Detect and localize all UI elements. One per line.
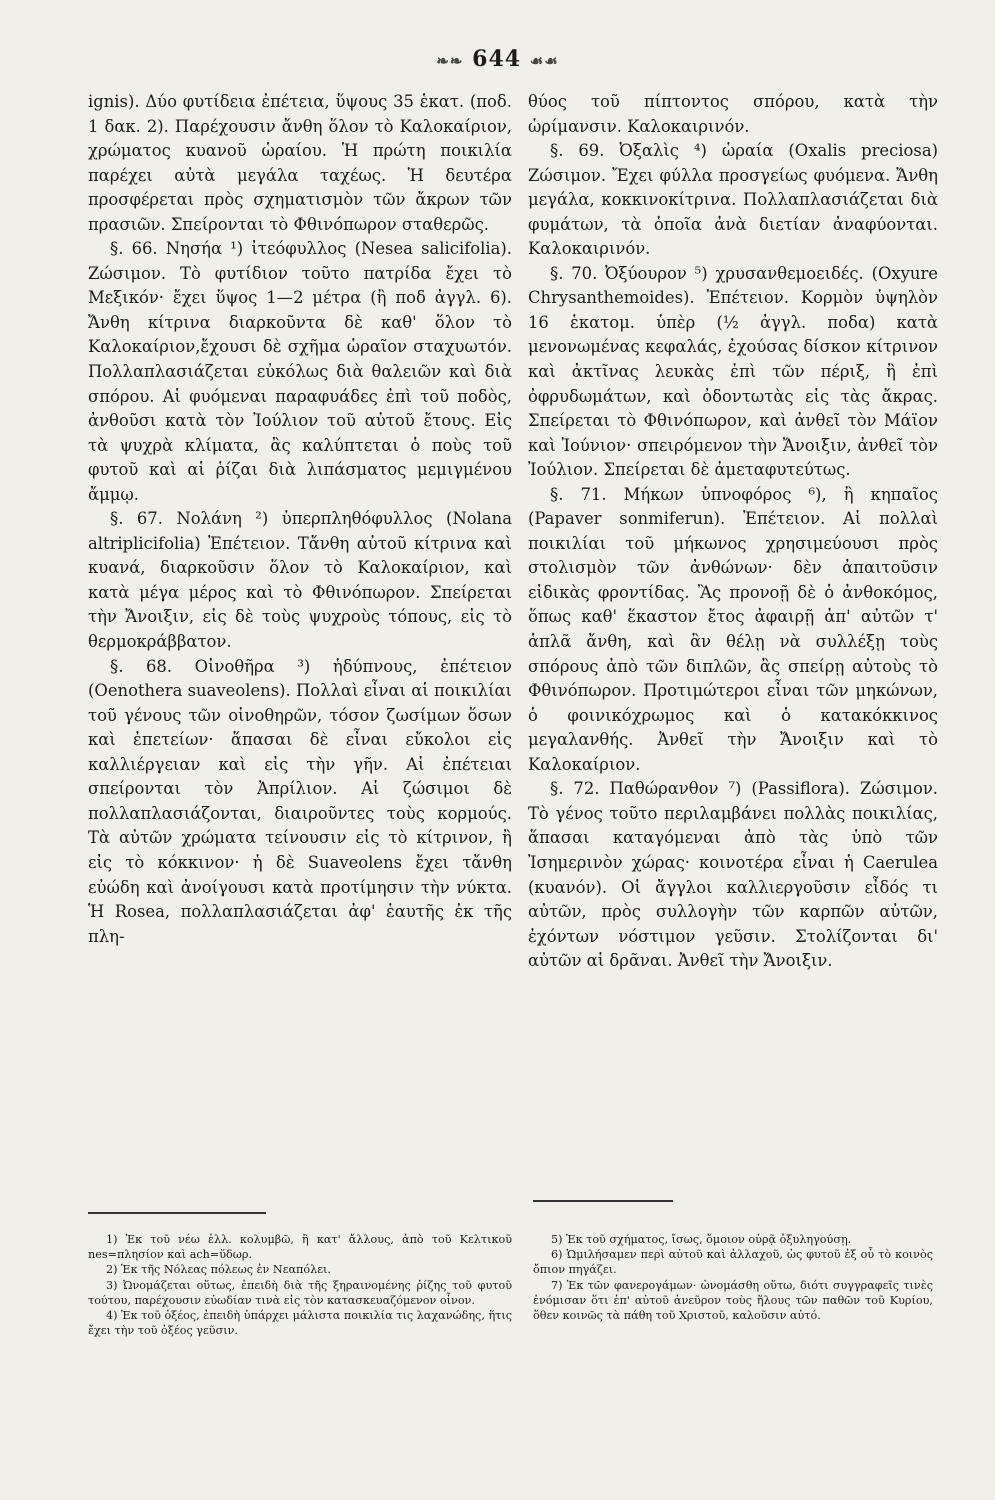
right-column [528,90,938,974]
paragraph-section-71: §. 71. Μήκων ὑπνοφόρος ⁶), ἢ κηπαῖος (Papaver sonmiferun). Ἐπέτειον. Αἱ πολλαὶ ποικιλίαι τοῦ μήκωνος χρησιμεύουσι πρὸς στολισμὸν τῶν ἀνθώνων· δὲν ἀπαιτοῦσιν εἰδικὰς φροντίδας. Ἂς προνοῇ δὲ ὁ ἀνθοκόμος, ὅπως καθ' ἕκαστον ἔτος ἀφαιρῇ ἀπ' αὐτῶν τ' ἁπλᾶ ἄνθη, καὶ ἂν θέλῃ νὰ συλλέξῃ τοὺς σπόρους ἀπὸ τῶν διπλῶν, ἂς σπείρῃ αὐτοὺς τὸ Φθινόπωρον. Προτιμώτεροι εἶναι τῶν μηκώνων, ὁ φοινικόχρωμος καὶ ὁ κατακόκκινος μεγαλανθής. Ἀνθεῖ τὴν Ἄνοιξιν καὶ τὸ Καλοκαίριον. [528,484,938,774]
footnote: 7) Ἐκ τῶν φανερογάμων· ὠνομάσθη οὕτω, διότι συγγραφεῖς τινὲς ἐνόμισαν ὅτι ἐπ' αὐτοῦ ἀνεῦρον τοὺς ἥλους τῶν παθῶν τοῦ Κυρίου, ὅθεν κοινῶς τὰ πάθη τοῦ Χριστοῦ, καλοῦσιν αὐτό. [533,1278,933,1323]
paragraph-section-67: §. 67. Νολάνη ²) ὑπερπληθόφυλλος (Nolana altriplicifolia) Ἐπέτειον. Τἄνθη αὐτοῦ κίτρινα καὶ κυανά, διαρκοῦσιν ὅλον τὸ Καλοκαίριον, καὶ κατὰ μέγα μέρος καὶ τὸ Φθινόπωρον. Σπείρεται τὴν Ἄνοιξιν, εἰς δὲ τοὺς ψυχροὺς τόπους, εἰς τὸ θερμοκράββατον. [88,509,512,652]
footnote: 1) Ἐκ τοῦ νέω ἑλλ. κολυμβῶ, ἢ κατ' ἄλλους, ἀπὸ τοῦ Κελτικοῦ nes=πλησίον καὶ ach=ὕδωρ. [88,1233,512,1262]
footnote: 2) Ἐκ τῆς Νόλεας πόλεως ἐν Νεαπόλει. [106,1263,331,1277]
ornament-right-icon: ☙☙ [529,52,559,70]
paragraph-section-70: §. 70. Ὀξύουρον ⁵) χρυσανθεμοειδές. (Oxyure Chrysanthemoides). Ἐπέτειον. Κορμὸν ὑψηλὸν 16 ἑκατομ. ὑπὲρ (½ ἀγγλ. ποδα) κατὰ μενονωμένας κεφαλάς, ἐχούσας δίσκον κίτρινον καὶ ἀκτῖνας λευκὰς ἐπὶ τῶν πέριξ, ἢ ἐπὶ ὀφρυδωμάτων, καὶ ὀδοντωτὰς εἰς τὰς ἄκρας. Σπείρεται τὸ Φθινόπωρον, καὶ ἀνθεῖ τὸν Μάϊον καὶ Ἰούνιον· σπειρόμενον τὴν Ἄνοιξιν, ἀνθεῖ τὸν Ἰούλιον. Σπείρεται δὲ ἀμεταφυτεύτως. [528,263,938,480]
paragraph-section-69: §. 69. Ὀξαλὶς ⁴) ὡραία (Oxalis preciosa) Ζώσιμον. Ἔχει φύλλα προσγείως φυόμενα. Ἄνθη μεγάλα, κοκκινοκίτρινα. Πολλαπλασιάζεται διὰ φυμάτων, τὰ ὁποῖα ἀνὰ διετίαν ἀναφύονται. Καλοκαιρινόν. [528,141,938,259]
footnotes-left [88,1232,512,1338]
page-header [0,46,995,72]
footnote: 6) Ὡμιλήσαμεν περὶ αὐτοῦ καὶ ἀλλαχοῦ, ὡς φυτοῦ ἐξ οὗ τὸ κοινὸς ὄπιον πηγάζει. [533,1248,933,1277]
paragraph-section-72: §. 72. Παθώρανθον ⁷) (Passiflora). Ζώσιμον. Τὸ γένος τοῦτο περιλαμβάνει πολλὰς ποικιλίας, ἅπασαι καταγόμεναι ἀπὸ τὰς ὑπὸ τῶν Ἰσημερινὸν χώρας· κοινοτέρα εἶναι ἡ Caerulea (κυανόν). Οἱ ἄγγλοι καλλιεργοῦσιν εἶδός τι αὐτῶν, πρὸς συλλογὴν τῶν καρπῶν αὐτῶν, ἐχόντων νόστιμον γεῦσιν. Στολίζονται δι' αὐτῶν αἱ δρᾶναι. Ἀνθεῖ τὴν Ἄνοιξιν. [528,779,938,971]
footnote-divider-left [88,1212,266,1214]
footnote: 4) Ἐκ τοῦ ὀξέος, ἐπειδὴ ὑπάρχει μάλιστα ποικιλία τις λαχανώδης, ἥτις ἔχει τὴν τοῦ ὀξέος γεῦσιν. [88,1309,512,1338]
paragraph-section-68: §. 68. Οἰνοθῆρα ³) ἡδύπνους, ἐπέτειον (Oenothera suaveolens). Πολλαὶ εἶναι αἱ ποικιλίαι τοῦ γένους τῶν οἰνοθηρῶν, τόσον ζωσίμων ὅσων καὶ ἐπετείων· ἅπασαι δὲ εἶναι εὔκολοι εἰς καλλιέργειαν καὶ εἰς τὴν γῆν. Αἱ ἐπέτειαι σπείρονται τὸν Ἀπρίλιον. Αἱ ζώσιμοι δὲ πολλαπλασιάζονται, διαιροῦντες τοὺς κορμούς. Τὰ αὐτῶν χρώματα τείνουσιν εἰς τὸ κίτρινον, ἢ εἰς τὸ κόκκινον· ἡ δὲ Suaveolens ἔχει τἄνθη εὐώδη καὶ ἀνοίγουσι κατὰ προτίμησιν τὴν νύκτα. Ἡ Rosea, πολλαπλασιάζεται ἀφ' ἑαυτῆς ἐκ τῆς πλη- [88,656,512,946]
footnote: 5) Ἐκ τοῦ σχήματος, ἴσως, ὅμοιον οὐρᾷ ὀξυληγούσῃ. [551,1233,852,1246]
paragraph-section-66: §. 66. Νησήα ¹) ἰτεόφυλλος (Nesea salicifolia). Ζώσιμον. Τὸ φυτίδιον τοῦτο πατρίδα ἔχει τὸ Μεξικόν· ἔχει ὕψος 1—2 μέτρα (ἢ ποδ ἀγγλ. 6). Ἄνθη κίτρινα διαρκοῦντα δὲ καθ' ὅλον τὸ Καλοκαίριον,ἔχουσι δὲ σχῆμα ὡραῖον σταχυωτόν. Πολλαπλασιάζεται εὐκόλως διὰ θαλειῶν καὶ διὰ σπόρου. Αἱ φυόμεναι παραφυάδες ἐπὶ τοῦ ποδὸς, ἀνθοῦσι κατὰ τὸν Ἰούλιον τοῦ αὐτοῦ ἔτους. Εἰς τὰ ψυχρὰ κλίματα, ἂς καλύπτεται ὁ ποὺς τοῦ φυτοῦ καὶ αἱ ῥίζαι διὰ λιπάσματος μεμιγμένου ἄμμῳ. [88,239,512,504]
paragraph: θύος τοῦ πίπτοντος σπόρου, κατὰ τὴν ὡρίμανσιν. Καλοκαιρινόν. [528,92,938,136]
paragraph: ignis). Δύο φυτίδεια ἐπέτεια, ὕψους 35 ἑκατ. (ποδ. 1 δακ. 2). Παρέχουσιν ἄνθη ὅλον τὸ Καλοκαίριον, χρώματος κυανοῦ ὡραίου. Ἡ πρώτη ποικιλία παρέχει αὐτὰ μεγάλα ταχέως. Ἡ δευτέρα προσφέρεται πρὸς σχηματισμὸν τῶν ἄκρων τῶν πρασιῶν. Σπείρονται τὸ Φθινόπωρον σταθερῶς. [88,92,512,234]
footnote: 3) Ὠνομάζεται οὕτως, ἐπειδὴ διὰ τῆς ξηραινομένης ῥίζης τοῦ φυτοῦ τούτου, παρέχουσιν εὐωδίαν τινὰ εἰς τὸν κατασκευαζόμενον οἶνον. [88,1278,512,1307]
footnotes-right [533,1232,933,1323]
page-number: 644 [472,46,522,72]
footnote-divider-right [533,1200,673,1202]
left-column [88,90,512,949]
ornament-left-icon: ❧❧ [436,52,464,70]
